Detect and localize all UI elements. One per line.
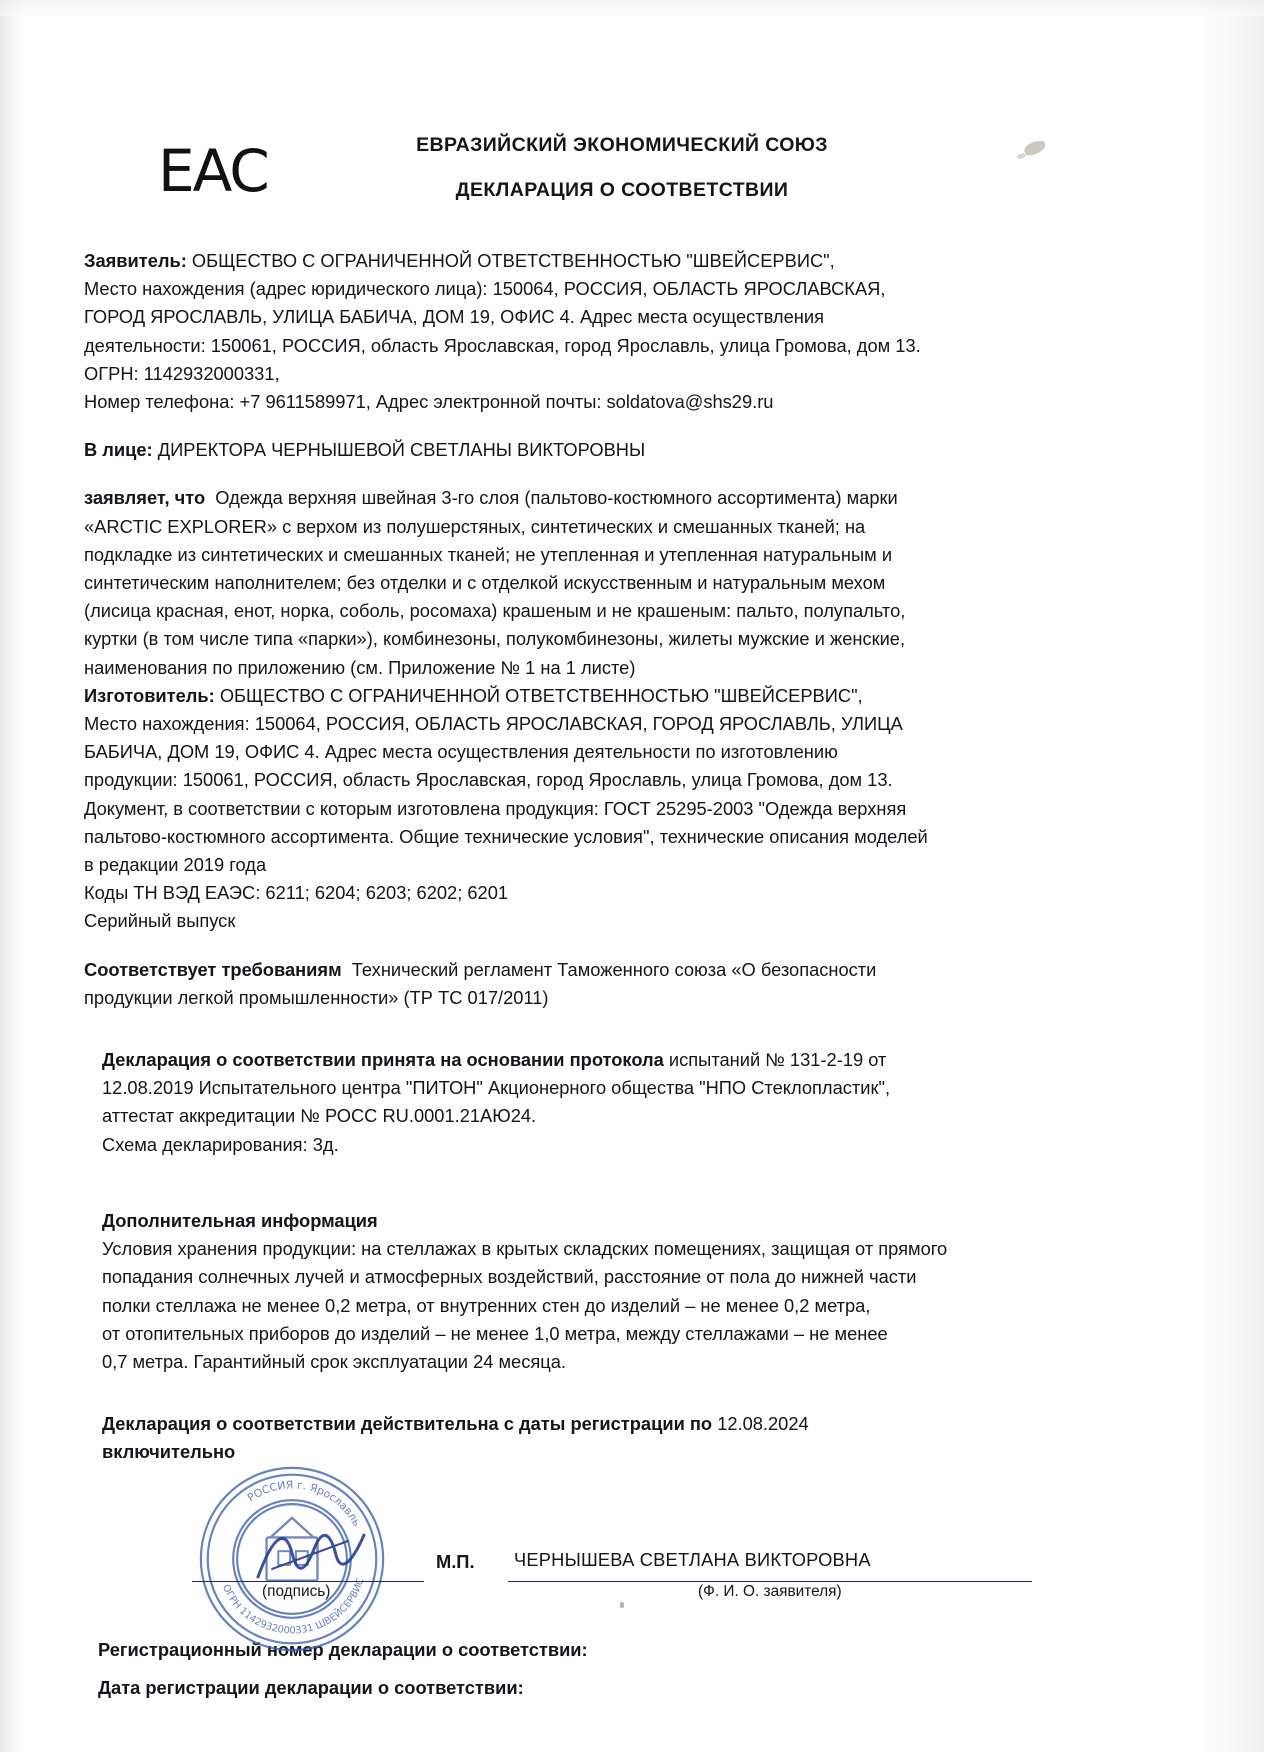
signature-caption-right: (Ф. И. О. заявителя) [698, 1582, 842, 1600]
applicant-line-3: ГОРОД ЯРОСЛАВЛЬ, УЛИЦА БАБИЧА, ДОМ 19, ОФИС 4. Адрес места осуществления [84, 306, 824, 328]
declares-line-1: Одежда верхняя швейная 3-го слоя (пальтово-костюмного ассортимента) марки [215, 487, 898, 509]
validity-line-2: включительно [102, 1441, 236, 1463]
signature-caption-left: (подпись) [262, 1582, 331, 1600]
basis-section [84, 1046, 1144, 1159]
manufacturer-line-7: в редакции 2019 года [84, 854, 267, 876]
header-titles [302, 134, 942, 202]
document-header [84, 134, 1144, 238]
additional-info-line-1: Условия хранения продукции: на стеллажах в крытых складских помещениях, защищая от прямого [102, 1238, 948, 1260]
validity-date: 12.08.2024 [717, 1413, 809, 1435]
signature-line-left [192, 1581, 424, 1582]
declares-line-7: наименования по приложению (см. Приложение № 1 на 1 листе) [84, 656, 636, 678]
applicant-contacts: Номер телефона: +7 9611589971, Адрес электронной почты: soldatova@shs29.ru [84, 391, 774, 413]
basis-scheme: Схема декларирования: 3д. [102, 1133, 339, 1155]
registration-number-label: Регистрационный номер декларации о соответствии: [98, 1638, 588, 1660]
validity-section [84, 1410, 1144, 1466]
signatory-name: ЧЕРНЫШЕВА СВЕТЛАНА ВИКТОРОВНА [514, 1548, 871, 1570]
manufacturer-section [84, 682, 1144, 936]
manufacturer-line-3: БАБИЧА, ДОМ 19, ОФИС 4. Адрес места осуществления деятельности по изготовлению [84, 741, 838, 763]
document-content [84, 112, 1144, 1699]
eac-conformity-mark-icon: EAC [158, 137, 268, 205]
manufacturer-label: Изготовитель: [84, 684, 215, 706]
signature-line-right [508, 1581, 1032, 1582]
scan-edge-left [0, 0, 26, 1752]
manufacturer-tnved-codes: Коды ТН ВЭД ЕАЭС: 6211; 6204; 6203; 6202; 6201 [84, 882, 509, 904]
declares-line-3: подкладке из синтетических и смешанных тканей; не утепленная и утепленная натуральным и [84, 543, 893, 565]
svg-text:РОССИЯ г. Ярославль: РОССИЯ г. Ярославль [244, 1477, 364, 1528]
additional-info-section [84, 1207, 1144, 1376]
basis-line-2: 12.08.2019 Испытательного центра "ПИТОН" Акционерного общества "НПО Стеклопластик", [102, 1077, 891, 1099]
handwritten-signature [252, 1519, 372, 1589]
validity-label: Декларация о соответствии действительна с даты регистрации по [102, 1413, 713, 1435]
signature-area [84, 1477, 1144, 1637]
basis-line-3: аттестат аккредитации № РОСС RU.0001.21АЮ24. [102, 1105, 537, 1127]
additional-info-title: Дополнительная информация [102, 1209, 378, 1231]
manufacturer-line-6: пальтово-костюмного ассортимента. Общие технические условия", технические описания моделей [84, 825, 928, 847]
manufacturer-value: ОБЩЕСТВО С ОГРАНИЧЕННОЙ ОТВЕТСТВЕННОСТЬЮ "ШВЕЙСЕРВИС", [219, 684, 863, 706]
manufacturer-line-2: Место нахождения: 150064, РОССИЯ, ОБЛАСТЬ ЯРОСЛАВСКАЯ, ГОРОД ЯРОСЛАВЛЬ, УЛИЦА [84, 713, 903, 735]
additional-info-line-4: от отопительных приборов до изделий – не менее 1,0 метра, между стеллажами – не менее [102, 1322, 888, 1344]
additional-info-line-3: полки стеллажа не менее 0,2 метра, от внутренних стен до изделий – не менее 0,2 метра, [102, 1294, 871, 1316]
manufacturer-serial-output: Серийный выпуск [84, 910, 236, 932]
applicant-line-4: деятельности: 150061, РОССИЯ, область Ярославская, город Ярославль, улица Громова, дом 13. [84, 334, 921, 356]
conformity-label: Соответствует требованиям [84, 958, 342, 980]
conformity-section [84, 956, 1144, 1012]
registration-date-label: Дата регистрации декларации о соответствии: [98, 1676, 524, 1698]
manufacturer-line-5: Документ, в соответствии с которым изготовлена продукция: ГОСТ 25295-2003 "Одежда верхняя [84, 797, 907, 819]
applicant-label: Заявитель: [84, 250, 187, 271]
basis-label: Декларация о соответствии принята на основании протокола [102, 1049, 664, 1071]
svg-text:ОГРН 1142932000331 ШВЕЙСЕРВИС: ОГРН 1142932000331 ШВЕЙСЕРВИС [219, 1576, 367, 1637]
applicant-line-2: Место нахождения (адрес юридического лица): 150064, РОССИЯ, ОБЛАСТЬ ЯРОСЛАВСКАЯ, [84, 278, 886, 300]
declares-line-5: (лисица красная, енот, норка, соболь, росомаха) крашеным и не крашеным: пальто, полупальто, [84, 600, 906, 622]
declares-line-2: «ARCTIC EXPLORER» с верхом из полушерстяных, синтетических и смешанных тканей; на [84, 515, 866, 537]
representative-label: В лице: [84, 439, 153, 461]
applicant-section [84, 247, 1144, 416]
scan-smudge-artifact [1023, 139, 1048, 157]
conformity-line-1: Технический регламент Таможенного союза «О безопасности [351, 958, 877, 980]
scan-dot-artifact [620, 1602, 624, 1608]
representative-value: ДИРЕКТОРА ЧЕРНЫШЕВОЙ СВЕТЛАНЫ ВИКТОРОВНЫ [157, 439, 646, 461]
declares-section [84, 484, 1144, 681]
declares-line-4: синтетическим наполнителем; без отделки и с отделкой искусственным и натуральным мехом [84, 572, 886, 594]
scan-edge-right [1194, 0, 1264, 1752]
manufacturer-line-4: продукции: 150061, РОССИЯ, область Ярославская, город Ярославль, улица Громова, дом 13. [84, 769, 893, 791]
representative-section [84, 436, 1144, 464]
organization-title: ЕВРАЗИЙСКИЙ ЭКОНОМИЧЕСКИЙ СОЮЗ [416, 134, 828, 156]
applicant-value: ОБЩЕСТВО С ОГРАНИЧЕННОЙ ОТВЕТСТВЕННОСТЬЮ "ШВЕЙСЕРВИС", [191, 250, 835, 271]
conformity-line-2: продукции легкой промышленности» (ТР ТС 017/2011) [84, 986, 549, 1008]
document-title: ДЕКЛАРАЦИЯ О СООТВЕТСТВИИ [455, 179, 789, 201]
additional-info-line-2: попадания солнечных лучей и атмосферных воздействий, расстояние от пола до нижней части [102, 1266, 917, 1288]
scan-edge-top [0, 0, 1264, 16]
applicant-ogrn: ОГРН: 1142932000331, [84, 362, 280, 384]
mp-seal-label: М.П. [436, 1550, 475, 1572]
basis-line-1: испытаний № 131-2-19 от [668, 1049, 887, 1071]
declares-line-6: куртки (в том числе типа «парки»), комбинезоны, полукомбинезоны, жилеты мужские и женские, [84, 628, 906, 650]
additional-info-line-5: 0,7 метра. Гарантийный срок эксплуатации 24 месяца. [102, 1350, 566, 1372]
declares-label: заявляет, что [84, 487, 206, 509]
